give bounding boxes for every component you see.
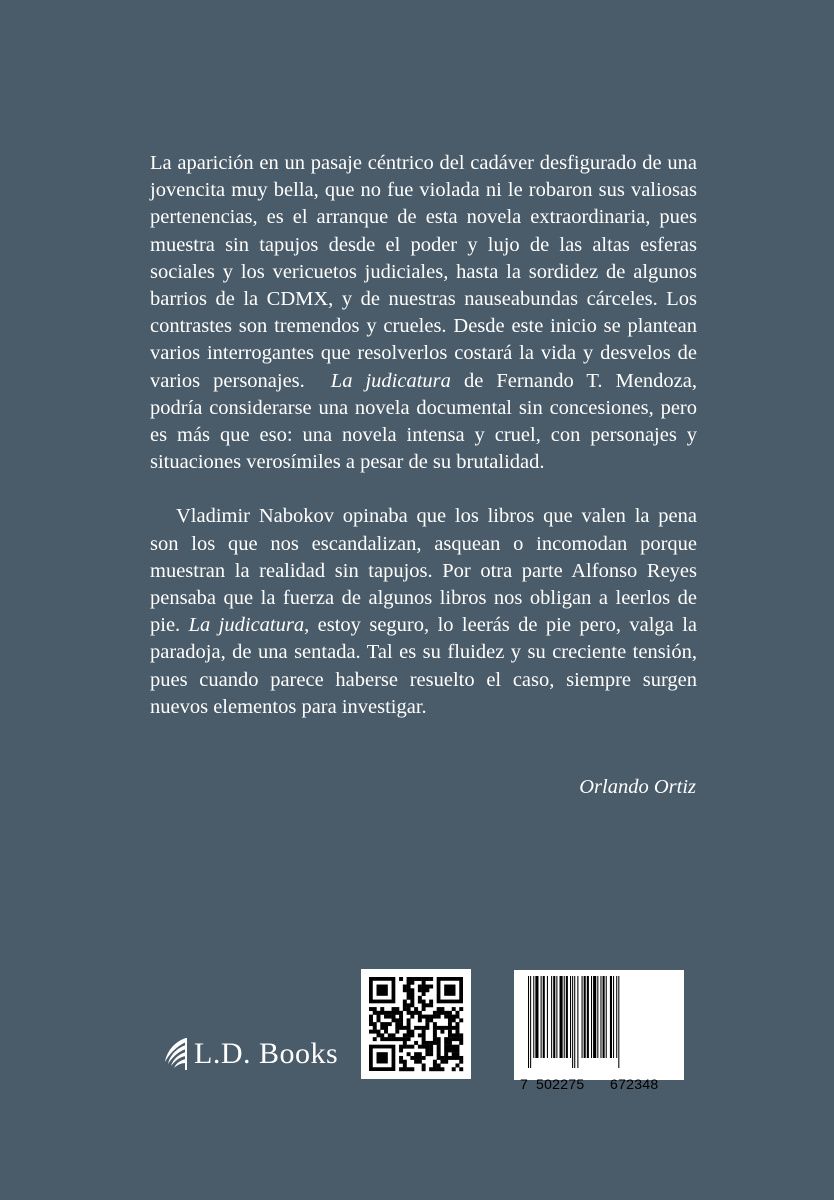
barcode-digit-first: 7 [520,1076,529,1092]
barcode-bars [514,970,684,1080]
publisher-logo [162,1036,338,1072]
qr-code-icon [361,969,471,1079]
paragraph-1-continued: de Fernando T. Mendoza, podría considerarse una novela documental sin concesiones, pero es más que eso: una novela intensa y cruel, con personajes y situaciones verosímiles a pesar de su brutalidad. [150,369,697,474]
paragraph-1 [150,150,697,476]
book-pages-icon [162,1036,188,1072]
paragraph-2-continued: , estoy seguro, lo leerás de pie pero, valga la paradoja, de una sentada. Tal es su fluidez y su creciente tensión, pues cuando parece haberse resuelto el caso, siempre surgen nuevos elementos para investigar. [150,614,697,718]
publisher-name: L.D. Books [194,1037,339,1070]
back-cover-text [150,150,697,721]
barcode-digits-right: 672348 [610,1076,659,1092]
book-title: La judicatura [330,369,451,392]
paragraph-2 [150,503,697,721]
isbn-barcode [514,970,684,1092]
paragraph-1-text: La aparición en un pasaje céntrico del cadáver desfigurado de una jovencita muy bella, que no fue violada ni le robaron sus valiosas pertenencias, es el arranque de esta novela extraordinaria, pues muestra sin tapujos desde el poder y lujo de las altas esferas sociales y los vericuetos judiciales, hasta la sordidez de algunos barrios de la CDMX, y de nuestras nauseabundas cárceles. Los contrastes son tremendos y crueles. Desde este inicio se plantean varios interrogantes que resolverlos costará la vida y desvelos de varios personajes. [150,152,697,392]
author-signature: Orlando Ortiz [579,776,696,798]
qr-code [361,969,471,1079]
paragraph-2-text: Vladimir Nabokov opinaba que los libros que valen la pena son los que nos escandalizan, asquean o incomodan porque muestran la realidad sin tapujos. Por otra parte Alfonso Reyes pensaba que la fuerza de algunos libros nos obligan a leerlos de pie. [150,505,697,637]
barcode-digits-left: 502275 [536,1076,585,1092]
book-title: La judicatura [188,614,305,637]
